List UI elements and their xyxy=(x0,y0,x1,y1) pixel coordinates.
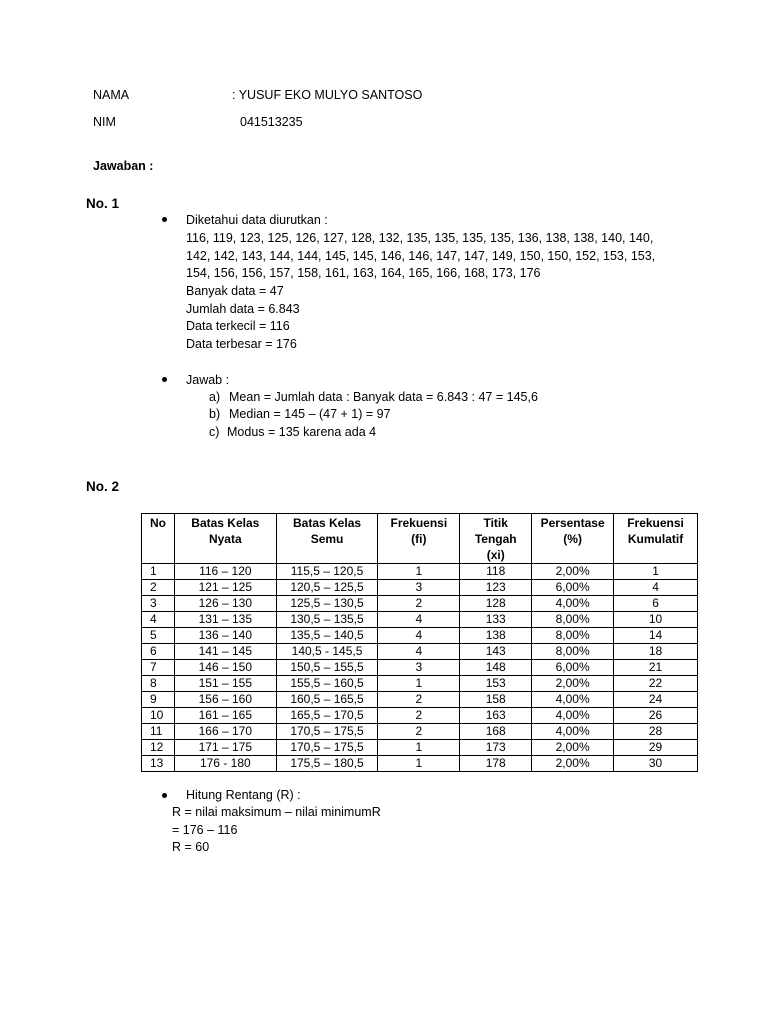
cell-batas-nyata: 116 – 120 xyxy=(174,564,276,580)
rentang-line: = 176 – 116 xyxy=(172,823,238,837)
no2-heading: No. 2 xyxy=(86,479,120,494)
answer-modus: Modus = 135 karena ada 4 xyxy=(227,425,377,439)
table-row xyxy=(142,724,698,740)
cell-persentase: 4,00% xyxy=(532,708,614,724)
cell-frekuensi-kumulatif: 10 xyxy=(614,612,698,628)
cell-no: 11 xyxy=(142,724,175,740)
cell-batas-nyata: 156 – 160 xyxy=(174,692,276,708)
data-line: 116, 119, 123, 125, 126, 127, 128, 132, 135, 135, 135, 135, 136, 138, 138, 140, 140, xyxy=(186,231,654,245)
cell-batas-semu: 115,5 – 120,5 xyxy=(276,564,378,580)
cell-frekuensi: 4 xyxy=(378,612,460,628)
cell-frekuensi-kumulatif: 30 xyxy=(614,756,698,772)
cell-no: 4 xyxy=(142,612,175,628)
cell-batas-nyata: 136 – 140 xyxy=(174,628,276,644)
cell-frekuensi: 3 xyxy=(378,580,460,596)
cell-no: 12 xyxy=(142,740,175,756)
cell-batas-semu: 175,5 – 180,5 xyxy=(276,756,378,772)
cell-no: 3 xyxy=(142,596,175,612)
nim-label: NIM xyxy=(93,115,116,129)
cell-titik-tengah: 118 xyxy=(460,564,532,580)
stat-jumlah-data: Jumlah data = 6.843 xyxy=(186,302,300,316)
cell-batas-nyata: 171 – 175 xyxy=(174,740,276,756)
table-row xyxy=(142,596,698,612)
nama-label: NAMA xyxy=(93,88,130,102)
cell-frekuensi: 3 xyxy=(378,660,460,676)
table-row xyxy=(142,612,698,628)
col-header-titik-tengah: Titik Tengah (xi) xyxy=(460,514,532,564)
answer-median: Median = 145 – (47 + 1) = 97 xyxy=(229,407,391,421)
table-row xyxy=(142,740,698,756)
cell-titik-tengah: 123 xyxy=(460,580,532,596)
cell-frekuensi-kumulatif: 24 xyxy=(614,692,698,708)
cell-frekuensi-kumulatif: 1 xyxy=(614,564,698,580)
cell-no: 1 xyxy=(142,564,175,580)
jawaban-label: Jawaban : xyxy=(93,159,154,173)
cell-batas-semu: 150,5 – 155,5 xyxy=(276,660,378,676)
jawab-label: Jawab : xyxy=(186,373,230,387)
answer-marker: b) xyxy=(209,407,221,421)
table-row xyxy=(142,708,698,724)
answer-mean: Mean = Jumlah data : Banyak data = 6.843 : 47 = 145,6 xyxy=(229,390,538,404)
cell-batas-semu: 155,5 – 160,5 xyxy=(276,676,378,692)
bullet-icon xyxy=(162,377,167,382)
cell-titik-tengah: 148 xyxy=(460,660,532,676)
cell-titik-tengah: 143 xyxy=(460,644,532,660)
cell-frekuensi: 1 xyxy=(378,564,460,580)
col-header-batas-nyata: Batas Kelas Nyata xyxy=(174,514,276,564)
data-line: 154, 156, 156, 157, 158, 161, 163, 164, 165, 166, 168, 173, 176 xyxy=(186,266,541,280)
cell-persentase: 2,00% xyxy=(532,756,614,772)
answer-marker: c) xyxy=(209,425,220,439)
cell-titik-tengah: 128 xyxy=(460,596,532,612)
cell-persentase: 8,00% xyxy=(532,644,614,660)
cell-frekuensi-kumulatif: 18 xyxy=(614,644,698,660)
table-row xyxy=(142,676,698,692)
cell-frekuensi-kumulatif: 26 xyxy=(614,708,698,724)
cell-persentase: 4,00% xyxy=(532,692,614,708)
cell-persentase: 2,00% xyxy=(532,740,614,756)
cell-batas-semu: 130,5 – 135,5 xyxy=(276,612,378,628)
cell-batas-nyata: 146 – 150 xyxy=(174,660,276,676)
cell-no: 13 xyxy=(142,756,175,772)
cell-batas-nyata: 131 – 135 xyxy=(174,612,276,628)
cell-frekuensi: 4 xyxy=(378,628,460,644)
table-row xyxy=(142,580,698,596)
cell-frekuensi: 2 xyxy=(378,692,460,708)
cell-frekuensi-kumulatif: 28 xyxy=(614,724,698,740)
cell-frekuensi: 1 xyxy=(378,740,460,756)
cell-persentase: 6,00% xyxy=(532,660,614,676)
cell-titik-tengah: 178 xyxy=(460,756,532,772)
cell-batas-semu: 170,5 – 175,5 xyxy=(276,724,378,740)
cell-no: 9 xyxy=(142,692,175,708)
cell-no: 7 xyxy=(142,660,175,676)
table-row xyxy=(142,660,698,676)
cell-batas-semu: 140,5 - 145,5 xyxy=(276,644,378,660)
cell-titik-tengah: 168 xyxy=(460,724,532,740)
no1-intro: Diketahui data diurutkan : xyxy=(186,213,328,227)
col-header-frekuensi-kumulatif: Frekuensi Kumulatif xyxy=(614,514,698,564)
cell-titik-tengah: 153 xyxy=(460,676,532,692)
table-row xyxy=(142,628,698,644)
stat-banyak-data: Banyak data = 47 xyxy=(186,284,284,298)
stat-data-terbesar: Data terbesar = 176 xyxy=(186,337,297,351)
col-header-batas-semu: Batas Kelas Semu xyxy=(276,514,378,564)
nama-value: : YUSUF EKO MULYO SANTOSO xyxy=(232,88,423,102)
cell-frekuensi-kumulatif: 6 xyxy=(614,596,698,612)
col-header-no: No xyxy=(142,514,175,564)
cell-titik-tengah: 138 xyxy=(460,628,532,644)
rentang-line: R = nilai maksimum – nilai minimumR xyxy=(172,805,381,819)
bullet-icon xyxy=(162,793,167,798)
cell-frekuensi: 2 xyxy=(378,596,460,612)
frequency-table xyxy=(141,513,698,772)
cell-persentase: 4,00% xyxy=(532,724,614,740)
cell-no: 8 xyxy=(142,676,175,692)
bullet-icon xyxy=(162,217,167,222)
cell-batas-nyata: 166 – 170 xyxy=(174,724,276,740)
cell-titik-tengah: 158 xyxy=(460,692,532,708)
cell-batas-semu: 160,5 – 165,5 xyxy=(276,692,378,708)
rentang-line: R = 60 xyxy=(172,840,210,854)
stat-data-terkecil: Data terkecil = 116 xyxy=(186,319,290,333)
cell-frekuensi-kumulatif: 29 xyxy=(614,740,698,756)
cell-frekuensi-kumulatif: 21 xyxy=(614,660,698,676)
cell-titik-tengah: 173 xyxy=(460,740,532,756)
table-header-row xyxy=(142,514,698,564)
cell-batas-nyata: 126 – 130 xyxy=(174,596,276,612)
cell-frekuensi: 1 xyxy=(378,676,460,692)
col-header-persentase: Persentase (%) xyxy=(532,514,614,564)
cell-no: 2 xyxy=(142,580,175,596)
cell-no: 5 xyxy=(142,628,175,644)
cell-batas-nyata: 141 – 145 xyxy=(174,644,276,660)
cell-persentase: 4,00% xyxy=(532,596,614,612)
cell-batas-semu: 165,5 – 170,5 xyxy=(276,708,378,724)
table-row xyxy=(142,756,698,772)
cell-batas-nyata: 151 – 155 xyxy=(174,676,276,692)
cell-frekuensi-kumulatif: 14 xyxy=(614,628,698,644)
table-row xyxy=(142,564,698,580)
cell-no: 10 xyxy=(142,708,175,724)
cell-batas-semu: 135,5 – 140,5 xyxy=(276,628,378,644)
nim-value: 041513235 xyxy=(240,115,303,129)
answer-marker: a) xyxy=(209,390,221,404)
cell-frekuensi: 1 xyxy=(378,756,460,772)
cell-batas-nyata: 161 – 165 xyxy=(174,708,276,724)
cell-batas-semu: 120,5 – 125,5 xyxy=(276,580,378,596)
no1-heading: No. 1 xyxy=(86,196,120,211)
cell-batas-nyata: 121 – 125 xyxy=(174,580,276,596)
cell-persentase: 2,00% xyxy=(532,676,614,692)
table-row xyxy=(142,644,698,660)
cell-persentase: 2,00% xyxy=(532,564,614,580)
cell-frekuensi: 2 xyxy=(378,708,460,724)
cell-frekuensi-kumulatif: 4 xyxy=(614,580,698,596)
cell-titik-tengah: 133 xyxy=(460,612,532,628)
cell-persentase: 8,00% xyxy=(532,612,614,628)
rentang-label: Hitung Rentang (R) : xyxy=(186,788,301,802)
cell-persentase: 8,00% xyxy=(532,628,614,644)
cell-frekuensi-kumulatif: 22 xyxy=(614,676,698,692)
cell-persentase: 6,00% xyxy=(532,580,614,596)
col-header-frekuensi: Frekuensi (fi) xyxy=(378,514,460,564)
cell-frekuensi: 2 xyxy=(378,724,460,740)
table-row xyxy=(142,692,698,708)
cell-frekuensi: 4 xyxy=(378,644,460,660)
cell-batas-nyata: 176 - 180 xyxy=(174,756,276,772)
cell-titik-tengah: 163 xyxy=(460,708,532,724)
data-line: 142, 142, 143, 144, 144, 145, 145, 146, 146, 147, 147, 149, 150, 150, 152, 153, 153, xyxy=(186,249,656,263)
cell-batas-semu: 125,5 – 130,5 xyxy=(276,596,378,612)
cell-batas-semu: 170,5 – 175,5 xyxy=(276,740,378,756)
cell-no: 6 xyxy=(142,644,175,660)
